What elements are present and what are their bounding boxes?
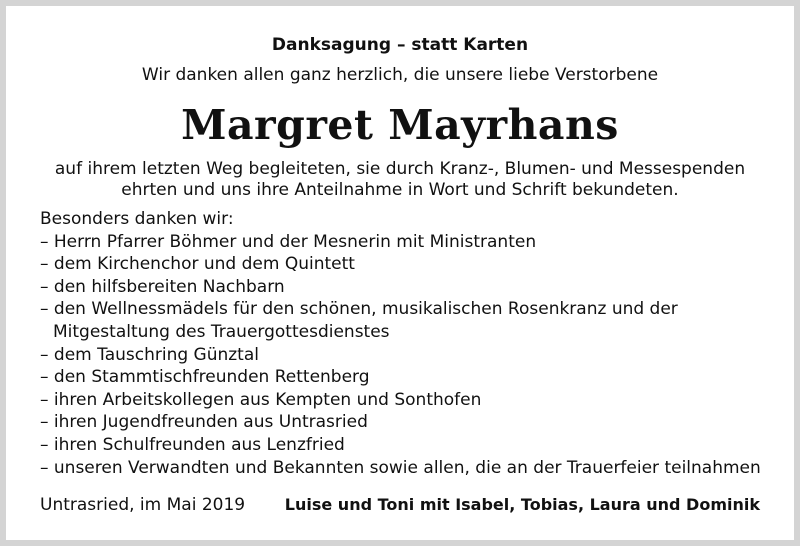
list-item: – ihren Jugendfreunden aus Untrasried <box>40 412 368 433</box>
list-item: – ihren Arbeitskollegen aus Kempten und Sonthofen <box>40 389 482 410</box>
list-item: – den hilfsbereiten Nachbarn <box>40 276 285 297</box>
list-item: – unseren Verwandten und Bekannten sowie allen, die an der Trauerfeier teilnahmen <box>40 457 761 478</box>
deceased-name: Margret Mayrhans <box>181 101 619 149</box>
thanks-line: auf ihrem letzten Weg begleiteten, sie durch Kranz-, Blumen- und Messespenden <box>54 159 746 179</box>
list-intro: Besonders danken wir: <box>40 209 234 229</box>
list-item: – den Stammtischfreunden Rettenberg <box>40 367 370 388</box>
thanks-paragraph <box>0 159 800 201</box>
list-item: – dem Tauschring Günztal <box>40 344 259 365</box>
signatories: Luise und Toni mit Isabel, Tobias, Laura und Dominik <box>284 495 760 514</box>
thanks-list <box>40 208 780 479</box>
place-date: Untrasried, im Mai 2019 <box>40 495 246 515</box>
list-item: – ihren Schulfreunden aus Lenzfried <box>40 434 345 455</box>
notice-heading: Danksagung – statt Karten <box>271 35 529 55</box>
list-item: – dem Kirchenchor und dem Quintett <box>40 254 355 275</box>
thanks-line: ehrten und uns ihre Anteilnahme in Wort und Schrift bekundeten. <box>121 180 679 200</box>
list-item: – den Wellnessmädels für den schönen, musikalischen Rosenkranz und der <box>40 299 678 320</box>
list-item-continuation: Mitgestaltung des Trauergottesdienstes <box>53 321 390 342</box>
intro-text: Wir danken allen ganz herzlich, die unsere liebe Verstorbene <box>141 65 659 85</box>
list-item: – Herrn Pfarrer Böhmer und der Mesnerin mit Ministranten <box>40 231 537 252</box>
